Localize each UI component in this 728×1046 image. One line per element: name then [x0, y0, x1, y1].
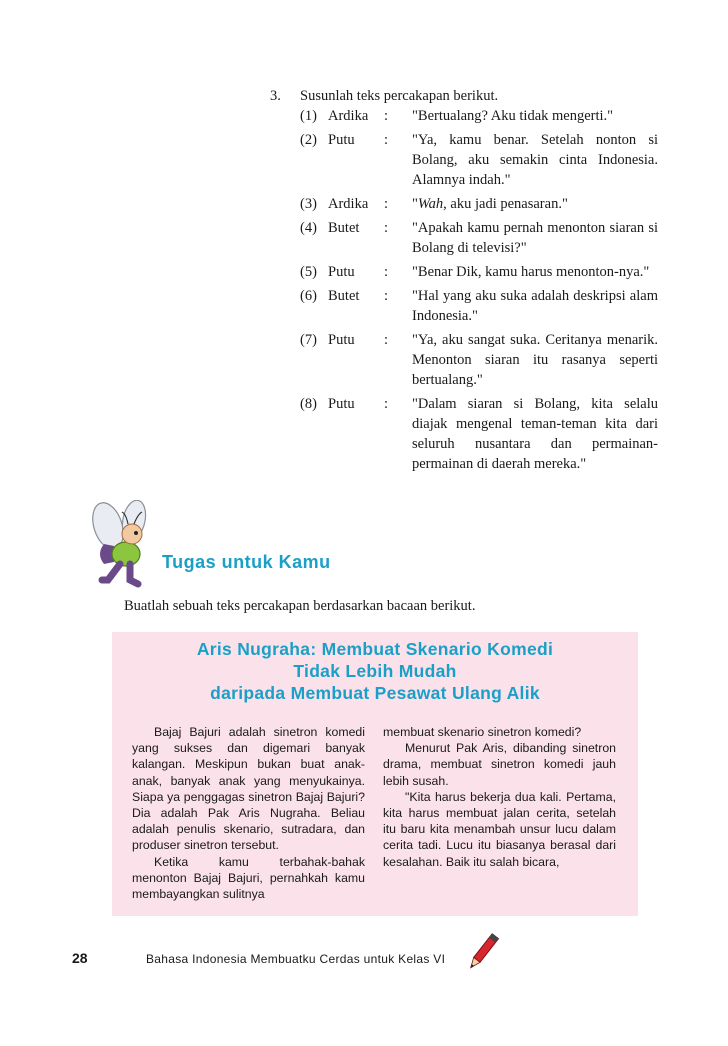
dialog-number: (4) [300, 220, 317, 236]
dialog-list [300, 106, 658, 478]
dialog-separator: : [384, 264, 389, 280]
dialog-number: (1) [300, 108, 317, 124]
reading-paragraph: "Kita harus bekerja dua kali. Pertama, kita harus membuat jalan cerita, setelah itu baru kita menambah unsur lucu dalam cerita tadi. Lucu itu biasanya berasal dari kesalahan. Baik itu salah bicara, [383, 789, 616, 869]
reading-paragraph: Bajaj Bajuri adalah sinetron komedi yang sukses dan digemari banyak kalangan. Meskipun bukan buat anak-anak, banyak anak yang menyukainya. Siapa ya penggagas sinetron Bajaj Bajuri? Dia adalah Pak Aris Nugraha. Beliau adalah penulis skenario, sutradara, dan produser sinetron tersebut. [132, 725, 365, 853]
reading-title-line: Aris Nugraha: Membuat Skenario Komedi [196, 639, 554, 659]
exercise-instruction: Susunlah teks percakapan berikut. [300, 88, 499, 104]
dialog-separator: : [384, 396, 389, 412]
reading-title [112, 638, 638, 704]
dialog-text [412, 194, 658, 214]
dialog-text: "Apakah kamu pernah menonton siaran si Bolang di televisi?" [412, 220, 658, 256]
dialog-number: (6) [300, 288, 317, 304]
dialog-number: (3) [300, 196, 317, 212]
pencil-icon [465, 930, 501, 974]
dialog-number: (5) [300, 264, 317, 280]
dialog-speaker: Ardika [328, 108, 369, 124]
task-instruction: Buatlah sebuah teks percakapan berdasarkan bacaan berikut. [124, 598, 476, 614]
dialog-text-open: " [412, 196, 418, 212]
dialog-separator: : [384, 332, 389, 348]
dialog-speaker: Putu [328, 332, 355, 348]
dialog-text-emphasis: Wah [417, 196, 444, 212]
dialog-speaker: Ardika [328, 196, 369, 212]
reading-column-left [132, 724, 365, 902]
exercise-number: 3. [270, 88, 281, 104]
dialog-number: (8) [300, 396, 317, 412]
reading-paragraph: Ketika kamu terbahak-bahak menonton Bajaj Bajuri, pernahkah kamu membayangkan sulitnya [132, 854, 365, 902]
dialog-speaker: Putu [328, 264, 355, 280]
dialog-speaker: Putu [328, 396, 355, 412]
reading-paragraph: membuat skenario sinetron komedi? [383, 725, 582, 739]
dialog-text: "Ya, aku sangat suka. Ceritanya menarik. Menonton siaran itu rasanya seperti bertualang." [412, 332, 658, 388]
dialog-line [300, 106, 658, 126]
dialog-line [300, 330, 658, 390]
dialog-line [300, 194, 658, 214]
dialog-separator: : [384, 196, 389, 212]
dialog-text: "Ya, kamu benar. Setelah nonton si Bolang, aku semakin cinta Indonesia. Alamnya indah." [412, 132, 658, 188]
dialog-line [300, 286, 658, 326]
dialog-speaker: Butet [328, 220, 360, 236]
page-number: 28 [72, 950, 88, 966]
dialog-separator: : [384, 108, 389, 124]
dialog-separator: : [384, 288, 389, 304]
dialog-line [300, 394, 658, 474]
reading-title-line: Tidak Lebih Mudah [293, 661, 457, 681]
dialog-text: "Benar Dik, kamu harus menonton-nya." [412, 264, 650, 280]
reading-title-line: daripada Membuat Pesawat Ulang Alik [210, 683, 540, 703]
dialog-number: (7) [300, 332, 317, 348]
dialog-text: "Bertualang? Aku tidak mengerti." [412, 108, 614, 124]
bee-mascot-icon [86, 500, 170, 592]
dialog-line [300, 130, 658, 190]
dialog-text-rest: , aku jadi penasaran." [443, 196, 568, 212]
dialog-number: (2) [300, 132, 317, 148]
reading-column-right [383, 724, 616, 870]
dialog-separator: : [384, 132, 389, 148]
dialog-speaker: Butet [328, 288, 360, 304]
dialog-text: "Dalam siaran si Bolang, kita selalu diajak mengenal teman-teman kita dari seluruh nusantara dan permainan-permainan di daerah mereka." [412, 396, 658, 472]
dialog-line [300, 218, 658, 258]
footer-book-title: Bahasa Indonesia Membuatku Cerdas untuk Kelas VI [146, 952, 446, 966]
dialog-text: "Hal yang aku suka adalah deskripsi alam Indonesia." [412, 288, 658, 324]
reading-paragraph: Menurut Pak Aris, dibanding sinetron drama, membuat sinetron komedi jauh lebih susah. [383, 741, 616, 788]
task-title: Tugas untuk Kamu [162, 552, 331, 572]
dialog-separator: : [384, 220, 389, 236]
dialog-line [300, 262, 658, 282]
reading-box [112, 632, 638, 916]
dialog-speaker: Putu [328, 132, 355, 148]
